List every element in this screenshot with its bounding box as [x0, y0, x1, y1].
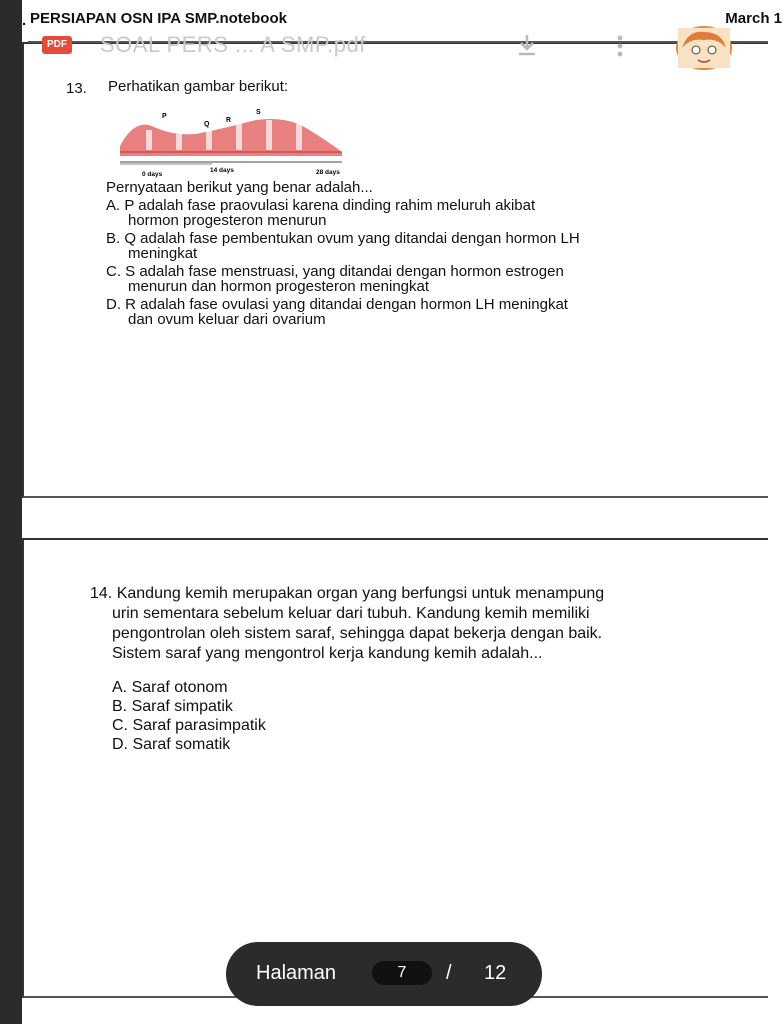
- pdf-badge-icon: PDF: [42, 36, 72, 54]
- marker-s: S: [256, 109, 261, 116]
- page-label: Halaman: [256, 962, 337, 984]
- left-edge-bar: [0, 0, 22, 1024]
- marker-r: R: [226, 117, 232, 124]
- page-separator: /: [446, 962, 452, 984]
- pdf-toolbar: [22, 30, 768, 62]
- notebook-title: PERSIAPAN OSN IPA SMP.notebook: [30, 10, 287, 27]
- option-a[interactable]: A. P adalah fase praovulasi karena dinding rahim meluruh akibat hormon progesteron menurun: [106, 197, 536, 229]
- question-14-line-3: pengontrolan oleh sistem saraf, sehingga dapat bekerja dengan baik.: [112, 625, 603, 642]
- question-14-line-4: Sistem saraf yang mengontrol kerja kandung kemih adalah...: [112, 645, 543, 662]
- page-section-q14: [22, 538, 768, 998]
- more-vertical-icon[interactable]: [610, 32, 630, 60]
- avatar[interactable]: [676, 26, 732, 70]
- notebook-title-bar: [22, 8, 782, 30]
- option-d[interactable]: D. R adalah fase ovulasi yang ditandai dengan hormon LH meningkat dan ovum keluar dari ovarium: [106, 296, 568, 328]
- option-c[interactable]: C. S adalah fase menstruasi, yang ditandai dengan hormon estrogen menurun dan hormon progesteron meningkat: [106, 263, 564, 295]
- bullet-fragment: .: [22, 12, 27, 29]
- day-label-28: 28 days: [316, 169, 340, 176]
- question-14-text: [90, 584, 770, 664]
- marker-p: P: [162, 113, 167, 120]
- marker-q: Q: [204, 121, 210, 128]
- question-14-options: [90, 678, 266, 754]
- question-number-14: 14.: [90, 585, 113, 602]
- day-label-0: 0 days: [142, 171, 163, 178]
- menstrual-cycle-figure: [116, 106, 346, 178]
- option-b[interactable]: B. Q adalah fase pembentukan ovum yang ditandai dengan hormon LH meningkat: [106, 230, 580, 262]
- option-c[interactable]: C. Saraf parasimpatik: [112, 717, 266, 734]
- question-number: 13.: [66, 80, 87, 97]
- download-icon[interactable]: [512, 32, 542, 58]
- total-pages: 12: [484, 962, 507, 984]
- page-section-q13: [22, 42, 768, 498]
- option-b[interactable]: B. Saraf simpatik: [112, 698, 233, 715]
- pdf-filename[interactable]: SOAL PERS ... A SMP.pdf: [100, 32, 366, 57]
- page-indicator: [226, 942, 542, 1006]
- option-d[interactable]: D. Saraf somatik: [112, 736, 231, 753]
- current-page-input[interactable]: 7: [372, 961, 432, 985]
- question-14-line-2: urin sementara sebelum keluar dari tubuh. Kandung kemih memiliki: [112, 605, 590, 622]
- notebook-date: March 1: [725, 10, 782, 27]
- question-statement: Pernyataan berikut yang benar adalah...: [106, 179, 373, 196]
- day-label-14: 14 days: [210, 167, 234, 174]
- question-intro: Perhatikan gambar berikut:: [108, 78, 289, 95]
- option-a[interactable]: A. Saraf otonom: [112, 679, 228, 696]
- question-14-line-1: Kandung kemih merupakan organ yang berfungsi untuk menampung: [116, 585, 605, 602]
- question-body: [106, 180, 746, 330]
